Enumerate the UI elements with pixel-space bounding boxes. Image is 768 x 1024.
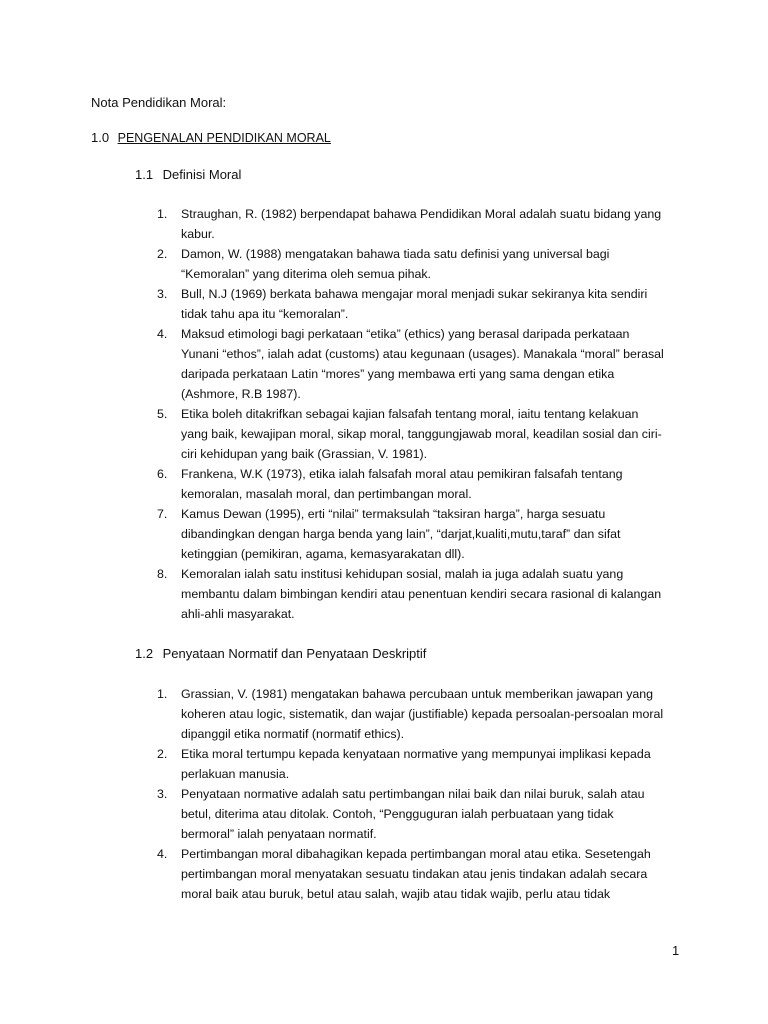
list-item — [157, 324, 677, 404]
list-item-number: 2. — [157, 747, 168, 761]
list-item — [157, 844, 677, 904]
list-item-text-line: Yunani “ethos”, ialah adat (customs) atau kegunaan (usages). Manakala “moral” berasal — [181, 347, 664, 361]
section-number: 1.0 — [91, 130, 110, 145]
list-item-number: 6. — [157, 467, 168, 481]
list-item-text-line: ciri kehidupan yang baik (Grassian, V. 1981). — [181, 447, 428, 461]
list-item-text-line: pertimbangan moral menyatakan sesuatu tindakan atau jenis tindakan adalah secara — [181, 867, 648, 881]
list-item — [157, 404, 677, 464]
list-item — [157, 244, 677, 284]
list-item-text-line: Kemoralan ialah satu institusi kehidupan sosial, malah ia juga adalah suatu yang — [181, 567, 624, 581]
list-item-number: 1. — [157, 687, 168, 701]
list-item-text-line: kabur. — [181, 227, 215, 241]
list-item — [157, 744, 677, 784]
penyataan-list — [157, 684, 677, 904]
list-item-text-line: tidak tahu apa itu “kemoralan”. — [181, 307, 349, 321]
list-item-number: 7. — [157, 507, 168, 521]
list-item-text-line: bermoral” ialah penyataan normatif. — [181, 827, 377, 841]
list-item-text-line: betul, diterima atau ditolak. Contoh, “Pengguguran ialah perbuataan yang tidak — [181, 807, 614, 821]
list-item-text-line: Kamus Dewan (1995), erti “nilai” termaksulah “taksiran harga”, harga sesuatu — [181, 507, 606, 521]
list-item — [157, 564, 677, 624]
list-item-text-line: Etika moral tertumpu kepada kenyataan normative yang mempunyai implikasi kepada — [181, 747, 651, 761]
list-item-text-line: Frankena, W.K (1973), etika ialah falsafah moral atau pemikiran falsafah tentang — [181, 467, 623, 481]
section-title: PENGENALAN PENDIDIKAN MORAL — [117, 131, 331, 145]
list-item — [157, 464, 677, 504]
definisi-moral-list — [157, 204, 677, 624]
list-item-text-line: Damon, W. (1988) mengatakan bahawa tiada satu definisi yang universal bagi — [181, 247, 610, 261]
list-item-text-line: Etika boleh ditakrifkan sebagai kajian falsafah tentang moral, iaitu tentang kelakuan — [181, 407, 639, 421]
list-item-text-line: dibandingkan dengan harga benda yang lain”, “darjat,kualiti,mutu,taraf” dan sifat — [181, 527, 621, 541]
list-item — [157, 784, 677, 844]
list-item-text-line: Penyataan normative adalah satu pertimbangan nilai baik dan nilai buruk, salah atau — [181, 787, 645, 801]
list-item-number: 2. — [157, 247, 168, 261]
list-item-text-line: Maksud etimologi bagi perkataan “etika” (ethics) yang berasal daripada perkataan — [181, 327, 630, 341]
list-item-text-line: daripada perkataan Latin “mores” yang membawa erti yang sama dengan etika — [181, 367, 615, 381]
list-item-number: 4. — [157, 327, 168, 341]
list-item-text-line: koheren atau logic, sistematik, dan wajar (justifiable) kepada persoalan-persoalan moral — [181, 707, 664, 721]
list-item-number: 5. — [157, 407, 168, 421]
list-item-text-line: ahli-ahli masyarakat. — [181, 607, 295, 621]
subsection-title: Definisi Moral — [162, 167, 242, 182]
subsection-number: 1.2 — [135, 646, 154, 661]
list-item-text-line: “Kemoralan” yang diterima oleh semua pihak. — [181, 267, 432, 281]
list-item-text-line: moral baik atau buruk, betul atau salah, wajib atau tidak wajib, perlu atau tidak — [181, 887, 611, 901]
section-heading — [91, 128, 331, 148]
subsection-heading-definisi-moral — [135, 165, 241, 185]
list-item-number: 3. — [157, 287, 168, 301]
list-item-number: 3. — [157, 787, 168, 801]
list-item-text-line: Grassian, V. (1981) mengatakan bahawa percubaan untuk memberikan jawapan yang — [181, 687, 654, 701]
subsection-heading-penyataan — [135, 644, 426, 664]
list-item-text-line: Straughan, R. (1982) berpendapat bahawa Pendidikan Moral adalah suatu bidang yang — [181, 207, 662, 221]
list-item-text-line: Pertimbangan moral dibahagikan kepada pertimbangan moral atau etika. Sesetengah — [181, 847, 651, 861]
list-item-number: 1. — [157, 207, 168, 221]
page-number: 1 — [672, 943, 680, 958]
list-item-text-line: Bull, N.J (1969) berkata bahawa mengajar moral menjadi sukar sekiranya kita sendiri — [181, 287, 648, 301]
document-title: Nota Pendidikan Moral: — [91, 95, 227, 110]
list-item-text-line: dipanggil etika normatif (normatif ethics). — [181, 727, 405, 741]
list-item-text-line: kemoralan, masalah moral, dan pertimbangan moral. — [181, 487, 472, 501]
subsection-number: 1.1 — [135, 167, 154, 182]
list-item-text-line: yang baik, kewajipan moral, sikap moral, tanggungjawab moral, keadilan sosial dan ciri- — [181, 427, 662, 441]
list-item — [157, 504, 677, 564]
list-item-text-line: membantu dalam bimbingan kendiri atau penentuan kendiri secara rasional di kalangan — [181, 587, 662, 601]
list-item-number: 8. — [157, 567, 168, 581]
list-item — [157, 204, 677, 244]
list-item — [157, 684, 677, 744]
list-item-text-line: (Ashmore, R.B 1987). — [181, 387, 301, 401]
list-item-text-line: ketinggian (pemikiran, agama, kemasyarakatan dll). — [181, 547, 465, 561]
subsection-title: Penyataan Normatif dan Penyataan Deskriptif — [162, 646, 427, 661]
list-item-text-line: perlakuan manusia. — [181, 767, 290, 781]
list-item-number: 4. — [157, 847, 168, 861]
list-item — [157, 284, 677, 324]
